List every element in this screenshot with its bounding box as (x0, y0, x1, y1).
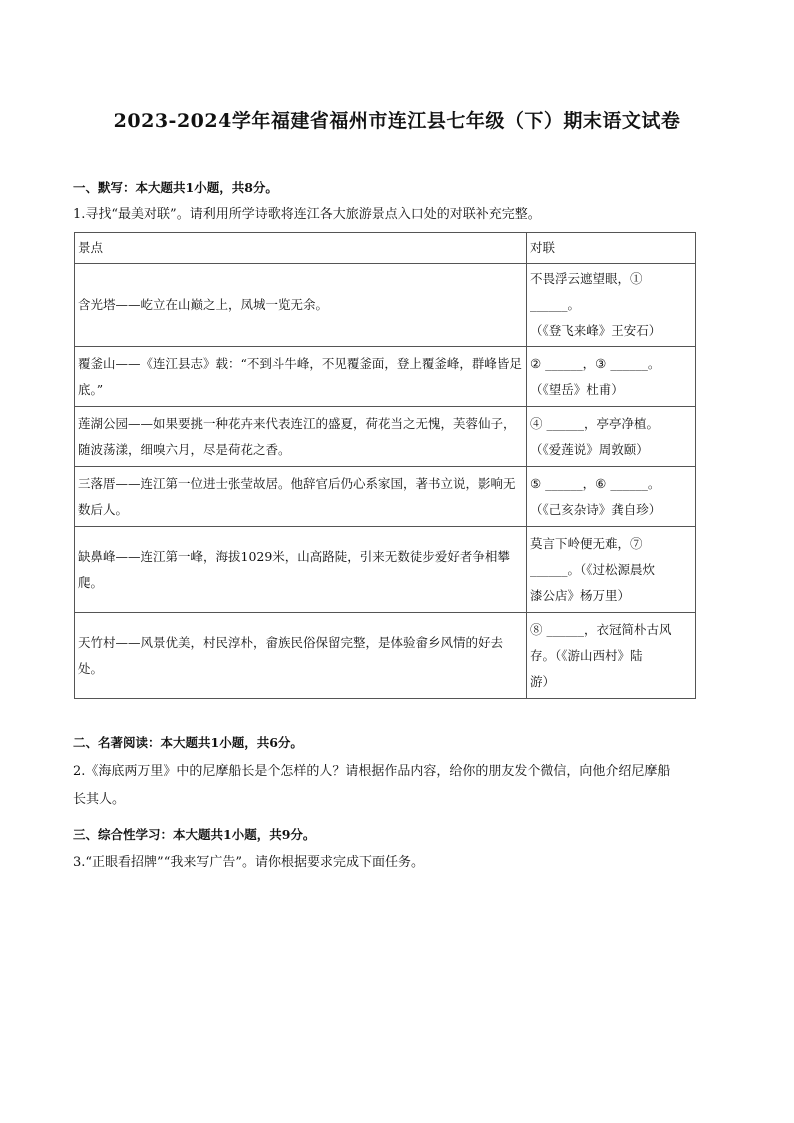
couplet-cell (527, 527, 696, 613)
couplet-cell (527, 407, 696, 467)
couplet-line: 漆公店》杨万里） (530, 587, 631, 603)
couplet-line: （《登飞来峰》王安石） (530, 323, 662, 338)
table-row (75, 407, 696, 467)
couplet-line: 不畏浮云遮望眼，① (530, 271, 643, 286)
couplet-line: ⑧ ______，衣冠简朴古风 (530, 621, 672, 637)
table-header-row (75, 233, 696, 264)
section-3-heading: 三、综合性学习：本大题共1小题，共9分。 (73, 827, 316, 842)
couplet-cell (527, 467, 696, 527)
couplet-line: ______。 (530, 297, 581, 312)
couplet-cell (527, 613, 696, 699)
couplet-line: ④ ______，亭亭净植。 (530, 415, 659, 431)
couplet-table (74, 232, 696, 699)
section-1-heading: 一、默写：本大题共1小题，共8分。 (73, 180, 278, 195)
couplet-cell (527, 347, 696, 407)
question-1-prompt: 1.寻找“最美对联”。请利用所学诗歌将连江各大旅游景点入口处的对联补充完整。 (73, 207, 541, 222)
couplet-line: （《己亥杂诗》龚自珍） (530, 501, 662, 517)
question-3-prompt: 3.“正眼看招牌”“我来写广告”。请你根据要求完成下面任务。 (73, 855, 424, 870)
exam-title: 2023-2024学年福建省福州市连江县七年级（下）期末语文试卷 (113, 110, 681, 132)
couplet-line: ⑤ ______，⑥ ______。 (530, 475, 661, 491)
header-place: 景点 (75, 233, 527, 264)
place-cell: 天竹村——风景优美，村民淳朴，畲族民俗保留完整，是体验畲乡风情的好去处。 (75, 613, 527, 699)
couplet-cell (527, 264, 696, 347)
place-cell: 莲湖公园——如果要挑一种花卉来代表连江的盛夏，荷花当之无愧，芙蓉仙子，随波荡漾，细嗅六月，尽是荷花之香。 (75, 407, 527, 467)
couplet-line: ______。（《过松源晨炊 (530, 561, 656, 577)
couplet-line: ② ______，③ ______。 (530, 355, 661, 371)
place-cell: 含光塔——屹立在山巅之上，凤城一览无余。 (75, 264, 527, 347)
place-cell: 覆釜山——《连江县志》载：“不到斗牛峰，不见覆釜面，登上覆釜峰，群峰皆足底。” (75, 347, 527, 407)
table-row (75, 613, 696, 699)
couplet-line: （《望岳》杜甫） (530, 381, 624, 397)
question-2-line-2: 长其人。 (73, 792, 126, 807)
couplet-line: （《爱莲说》周敦颐） (530, 441, 649, 457)
table-row (75, 467, 696, 527)
question-2-line-1: 2.《海底两万里》中的尼摩船长是个怎样的人？请根据作品内容，给你的朋友发个微信，向他介绍尼摩船 (73, 764, 671, 779)
table-row (75, 347, 696, 407)
table-row (75, 264, 696, 347)
place-cell: 缺鼻峰——连江第一峰，海拔1029米，山高路陡，引来无数徒步爱好者争相攀爬。 (75, 527, 527, 613)
couplet-line: 游） (530, 673, 556, 689)
place-cell: 三落厝——连江第一位进士张莹故居。他辞官后仍心系家国，著书立说，影响无数后人。 (75, 467, 527, 527)
couplet-line: 莫言下岭便无难，⑦ (530, 535, 643, 551)
couplet-line: 存。（《游山西村》陆 (530, 647, 643, 663)
section-2-heading: 二、名著阅读：本大题共1小题，共6分。 (73, 735, 303, 750)
table-row (75, 527, 696, 613)
header-couplet: 对联 (527, 233, 696, 264)
